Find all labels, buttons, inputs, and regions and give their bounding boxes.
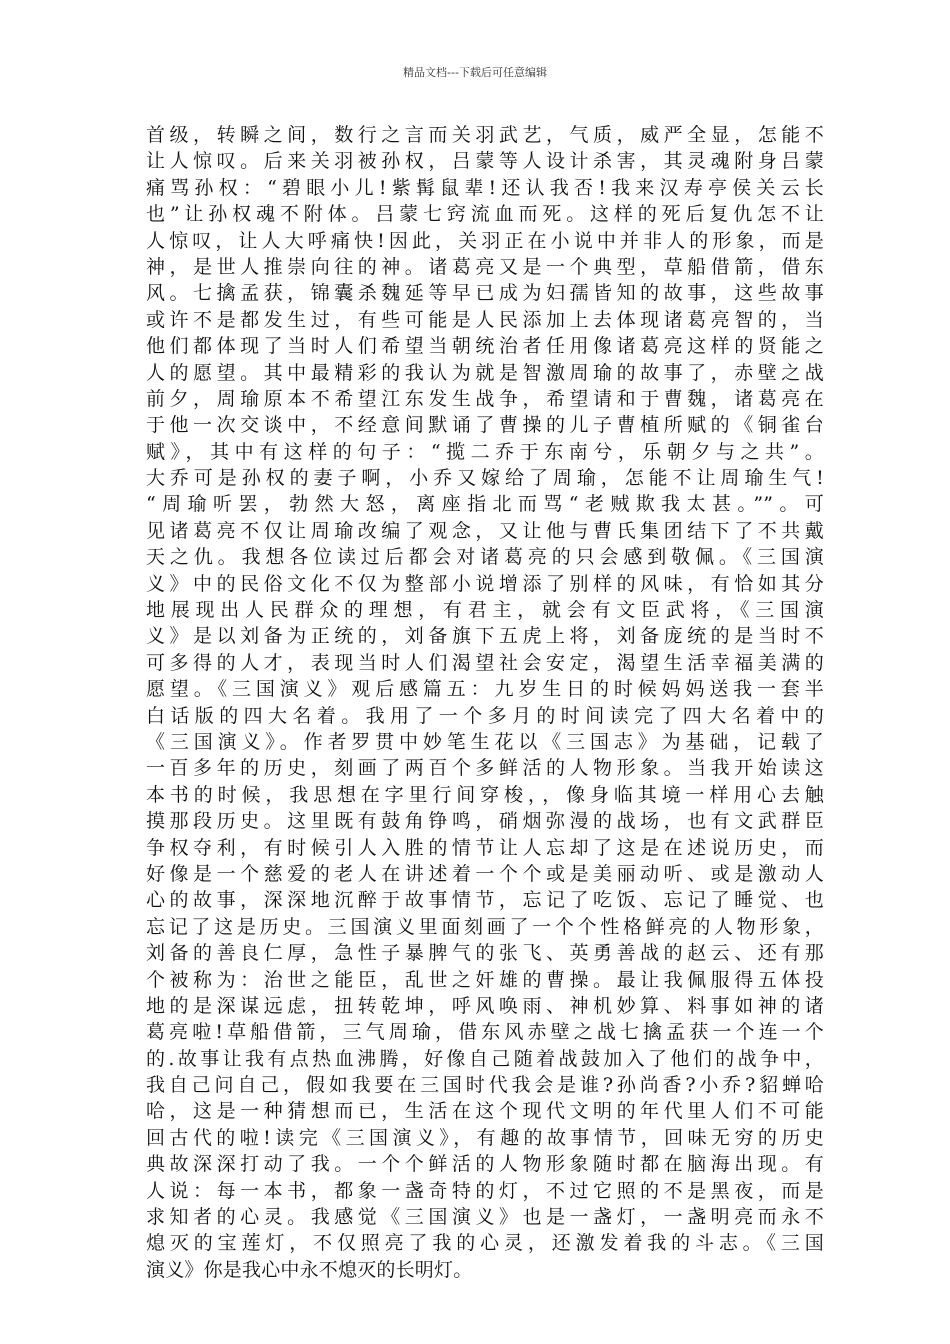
text-line: 神，是世人推崇向往的神。诸葛亮又是一个典型，草船借箭，借东 bbox=[146, 255, 824, 278]
text-line: 忘记了这是历史。三国演义里面刻画了一个个性格鲜亮的人物形象， bbox=[146, 915, 824, 938]
text-line: 地的是深谋远虑，扭转乾坤，呼风唤雨、神机妙算、料事如神的诸 bbox=[146, 994, 824, 1017]
text-line: 好像是一个慈爱的老人在讲述着一个个或是美丽动听、或是激动人 bbox=[146, 862, 824, 885]
text-line: 《三国演义》。作者罗贯中妙笔生花以《三国志》为基础，记载了 bbox=[146, 730, 824, 753]
text-line: 刘备的善良仁厚，急性子暴脾气的张飞、英勇善战的赵云、还有那 bbox=[146, 942, 824, 965]
text-line: 哈，这是一种猜想而已，生活在这个现代文明的年代里人们不可能 bbox=[146, 1100, 824, 1123]
text-line: 葛亮啦!草船借箭，三气周瑜，借东风赤壁之战七擒孟获一个连一个 bbox=[146, 1021, 824, 1044]
text-line: 义》是以刘备为正统的，刘备旗下五虎上将，刘备庞统的是当时不 bbox=[146, 625, 824, 648]
text-line: 于他一次交谈中，不经意间默诵了曹操的儿子曹植所赋的《铜雀台 bbox=[146, 414, 824, 437]
text-line: 大乔可是孙权的妻子啊，小乔又嫁给了周瑜，怎能不让周瑜生气! bbox=[146, 467, 824, 490]
text-line: 赋》，其中有这样的句子：“揽二乔于东南兮，乐朝夕与之共”。 bbox=[146, 440, 824, 463]
text-line: 的.故事让我有点热血沸腾，好像自己随着战鼓加入了他们的战争中， bbox=[146, 1047, 824, 1070]
text-line: 地展现出人民群众的理想，有君主，就会有文臣武将，《三国演 bbox=[146, 599, 824, 622]
text-line: 我自己问自己，假如我要在三国时代我会是谁?孙尚香?小乔?貂蝉哈 bbox=[146, 1074, 824, 1097]
text-line: 让人惊叹。后来关羽被孙权，吕蒙等人设计杀害，其灵魂附身吕蒙 bbox=[146, 150, 824, 173]
text-line: 回古代的啦!读完《三国演义》，有趣的故事情节，回味无穷的历史 bbox=[146, 1126, 824, 1149]
text-line: 痛骂孙权：“碧眼小儿!紫髯鼠辈!还认我否!我来汉寿亭侯关云长 bbox=[146, 176, 824, 199]
text-line: 义》中的民俗文化不仅为整部小说增添了别样的风味，有恰如其分 bbox=[146, 572, 824, 595]
text-line: 一百多年的历史，刻画了两百个多鲜活的人物形象。当我开始读这 bbox=[146, 757, 824, 780]
text-line: 心的故事，深深地沉醉于故事情节，忘记了吃饭、忘记了睡觉、也 bbox=[146, 889, 824, 912]
text-line: 见诸葛亮不仅让周瑜改编了观念，又让他与曹氏集团结下了不共戴 bbox=[146, 519, 824, 542]
text-line: 愿望。《三国演义》观后感篇五：九岁生日的时候妈妈送我一套半 bbox=[146, 678, 824, 701]
text-line: 白话版的四大名着。我用了一个多月的时间读完了四大名着中的 bbox=[146, 704, 824, 727]
text-line: 个被称为：治世之能臣，乱世之奸雄的曹操。最让我佩服得五体投 bbox=[146, 968, 824, 991]
page-header: 精品文档---下载后可任意编辑 bbox=[403, 66, 547, 79]
text-line: 首级，转瞬之间，数行之言而关羽武艺，气质，威严全显，怎能不 bbox=[146, 124, 824, 146]
text-line: 本书的时候，我思想在字里行间穿梭，，像身临其境一样用心去触 bbox=[146, 783, 824, 806]
text-line: “周瑜听罢，勃然大怒，离座指北而骂“老贼欺我太甚。””。可 bbox=[146, 493, 824, 516]
text-line: 求知者的心灵。我感觉《三国演义》也是一盏灯，一盏明亮而永不 bbox=[146, 1206, 824, 1229]
text-line: 天之仇。我想各位读过后都会对诸葛亮的只会感到敬佩。《三国演 bbox=[146, 546, 824, 569]
text-line: 他们都体现了当时人们希望当朝统治者任用像诸葛亮这样的贤能之 bbox=[146, 335, 824, 358]
text-line: 可多得的人才，表现当时人们渴望社会安定，渴望生活幸福美满的 bbox=[146, 651, 824, 674]
text-line: 人的愿望。其中最精彩的我认为就是智激周瑜的故事了，赤壁之战 bbox=[146, 361, 824, 384]
text-line: 摸那段历史。这里既有鼓角铮鸣，硝烟弥漫的战场，也有文武群臣 bbox=[146, 810, 824, 833]
text-line: 争权夺利，有时候引人入胜的情节让人忘却了这是在述说历史，而 bbox=[146, 836, 824, 859]
text-line: 人惊叹，让人大呼痛快!因此，关羽正在小说中并非人的形象，而是 bbox=[146, 229, 824, 252]
text-line: 演义》你是我心中永不熄灭的长明灯。 bbox=[146, 1258, 473, 1281]
text-line: 前夕，周瑜原本不希望江东发生战争，希望请和于曹魏，诸葛亮在 bbox=[146, 387, 824, 410]
text-line: 也”让孙权魂不附体。吕蒙七窍流血而死。这样的死后复仇怎不让 bbox=[146, 203, 824, 226]
text-line: 熄灭的宝莲灯，不仅照亮了我的心灵，还激发着我的斗志。《三国 bbox=[146, 1232, 824, 1255]
text-line: 风。七擒孟获，锦囊杀魏延等早已成为妇孺皆知的故事，这些故事 bbox=[146, 282, 824, 305]
text-line: 或许不是都发生过，有些可能是人民添加上去体现诸葛亮智的，当 bbox=[146, 308, 824, 331]
document-body bbox=[146, 122, 824, 1283]
text-line: 典故深深打动了我。一个个鲜活的人物形象随时都在脑海出现。有 bbox=[146, 1153, 824, 1176]
text-line: 人说：每一本书，都象一盏奇特的灯，不过它照的不是黑夜，而是 bbox=[146, 1179, 824, 1202]
